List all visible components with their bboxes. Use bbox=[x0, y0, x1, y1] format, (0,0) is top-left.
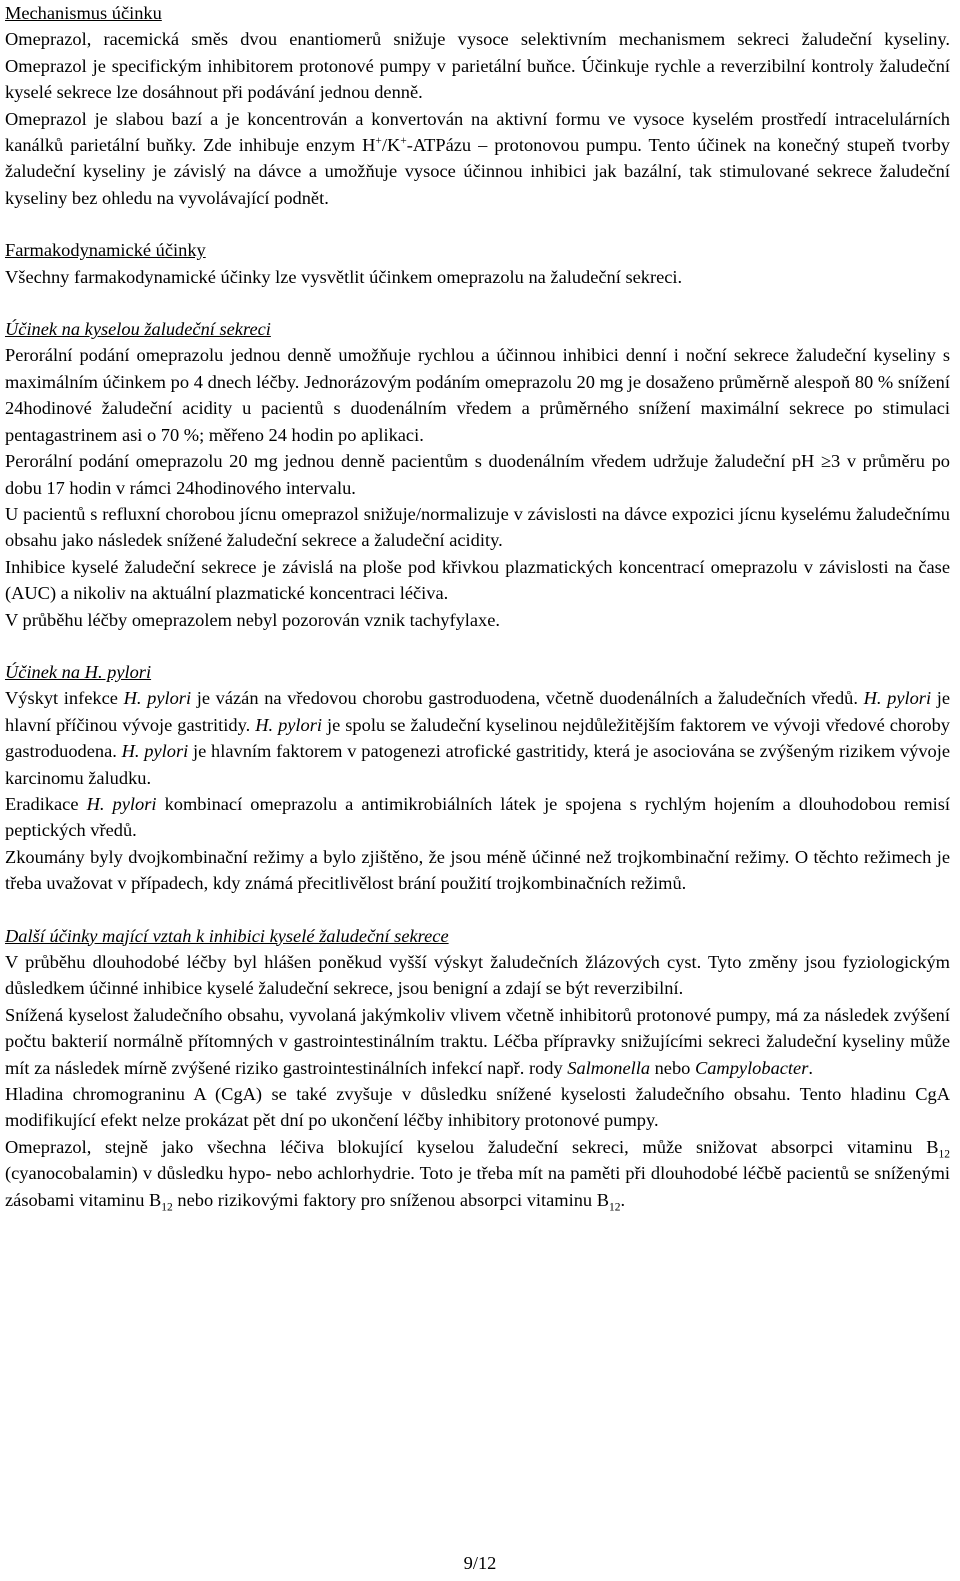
section-heading-acid-secretion: Účinek na kyselou žaludeční sekreci bbox=[5, 319, 271, 340]
paragraph: Všechny farmakodynamické účinky lze vysvětlit účinkem omeprazolu na žaludeční sekreci. bbox=[5, 266, 683, 287]
paragraph: Perorální podání omeprazolu 20 mg jednou denně pacientům s duodenálním vředem udržuje žaludeční pH ≥3 v průměru po dobu 17 hodin v rámci 24hodinového intervalu. bbox=[5, 451, 950, 498]
section-heading-mechanism: Mechanismus účinku bbox=[5, 3, 162, 23]
paragraph: Omeprazol, stejně jako všechna léčiva blokující kyselou žaludeční sekreci, může snižovat absorpci vitaminu $B_{12}$ (cyanocobalamin) v důsledku hypo- nebo achlorhydrie. Toto je třeba mít na paměti při dlouhodobé léčbě pacientů se sníženými zásobami vitaminu $B_{12}$ nebo rizikovými faktory pro sníženou absorpci vitaminu $B_{12}$. bbox=[5, 1136, 950, 1214]
section-heading-pharmacodynamics: Farmakodynamické účinky bbox=[5, 240, 206, 261]
paragraph: Omeprazol, racemická směs dvou enantiomerů snižuje vysoce selektivním mechanismem sekreci žaludeční kyseliny. Omeprazol je specifickým inhibitorem protonové pumpy v parietální buňce. Účinkuje rychle a reverzibilní kontroly žaludeční kyselé sekrece lze dosáhnout při podávání jednou denně. bbox=[5, 29, 950, 103]
page-number: 9/12 bbox=[463, 1553, 497, 1573]
paragraph: U pacientů s refluxní chorobou jícnu omeprazol snižuje/normalizuje v závislosti na dávce expozici jícnu kyselému žaludečnímu obsahu jako následek snížené žaludeční sekrece a žaludeční acidity. bbox=[5, 503, 950, 551]
section-heading-h-pylori: Účinek na H. pylori bbox=[5, 661, 152, 682]
section-acid-secretion bbox=[5, 342, 950, 632]
paragraph: V průběhu dlouhodobé léčby byl hlášen poněkud vyšší výskyt žaludečních žlázových cyst. Tyto změny jsou fyziologickým důsledkem účinné inhibice kyselé žaludeční sekrece, jsou benigní a zdají se být reverzibilní. bbox=[5, 952, 950, 999]
paragraph: Hladina chromograninu A (CgA) se také zvyšuje v důsledku snížené kyselosti žaludečního obsahu. Tento hladinu CgA modifikující efekt nelze prokázat pět dní po ukončení léčby inhibitory protonové pumpy. bbox=[5, 1084, 950, 1131]
section-h-pylori bbox=[5, 685, 950, 896]
paragraph: Inhibice kyselé žaludeční sekrece je závislá na ploše pod křivkou plazmatických koncentrací omeprazolu v závislosti na čase (AUC) a nikoliv na aktuální plazmatické koncentraci léčiva. bbox=[5, 556, 950, 604]
paragraph: Výskyt infekce H. pylori je vázán na vředovou chorobu gastroduodena, včetně duodenálních a žaludečních vředů. H. pylori je hlavní příčinou vývoje gastritidy. H. pylori je spolu se žaludeční kyselinou nejdůležitějším faktorem ve vývoji vředové choroby gastroduodena. H. pylori je hlavním faktorem v patogenezi atrofické gastritidy, která je asociována se zvýšeným rizikem vývoje karcinomu žaludku. bbox=[5, 688, 951, 788]
paragraph: Perorální podání omeprazolu jednou denně umožňuje rychlou a účinnou inhibici denní i noční sekrece žaludeční kyseliny s maximálním účinkem po 4 dnech léčby. Jednorázovým podáním omeprazolu 20 mg je dosaženo průměrně alespoň 80 % snížení 24hodinové žaludeční acidity u pacientů s duodenálním vředem a průměrného snížení maximální sekrece po stimulaci pentagastrinem asi o 70 %; měřeno 24 hodin po aplikaci. bbox=[5, 345, 950, 445]
section-heading-other-effects: Další účinky mající vztah k inhibici kyselé žaludeční sekrece bbox=[5, 925, 449, 946]
section-mechanism bbox=[5, 26, 950, 211]
paragraph: Eradikace H. pylori kombinací omeprazolu a antimikrobiálních látek je spojena s rychlým hojením a dlouhodobou remisí peptických vředů. bbox=[5, 793, 950, 841]
paragraph: Zkoumány byly dvojkombinační režimy a bylo zjištěno, že jsou méně účinné než trojkombinační režimy. O těchto režimech je třeba uvažovat v případech, kdy známá přecitlivělost brání použití trojkombinačních režimů. bbox=[5, 846, 950, 894]
paragraph: V průběhu léčby omeprazolem nebyl pozorován vznik tachyfylaxe. bbox=[5, 609, 501, 630]
section-pharmacodynamics bbox=[5, 264, 950, 290]
section-other-effects bbox=[5, 949, 950, 1213]
paragraph: Snížená kyselost žaludečního obsahu, vyvolaná jakýmkoliv vlivem včetně inhibitorů protonové pumpy, má za následek zvýšení počtu bakterií normálně přítomných v gastrointestinálním traktu. Léčba přípravky snižujícími sekreci žaludeční kyseliny může mít za následek mírně zvýšené riziko gastrointestinálních infekcí např. rody Salmonella nebo Campylobacter. bbox=[5, 1004, 950, 1078]
paragraph: Omeprazol je slabou bazí a je koncentrován a konvertován na aktivní formu ve vysoce kyselém prostředí intracelulárních kanálků parietální buňky. Zde inhibuje enzym H+/K+-ATPázu – protonovou pumpu. Tento účinek na konečný stupeň tvorby žaludeční kyseliny je závislý na dávce a umožňuje vysoce účinnou inhibici jak bazální, tak stimulované sekrece žaludeční kyseliny bez ohledu na vyvolávající podnět. bbox=[5, 108, 950, 208]
